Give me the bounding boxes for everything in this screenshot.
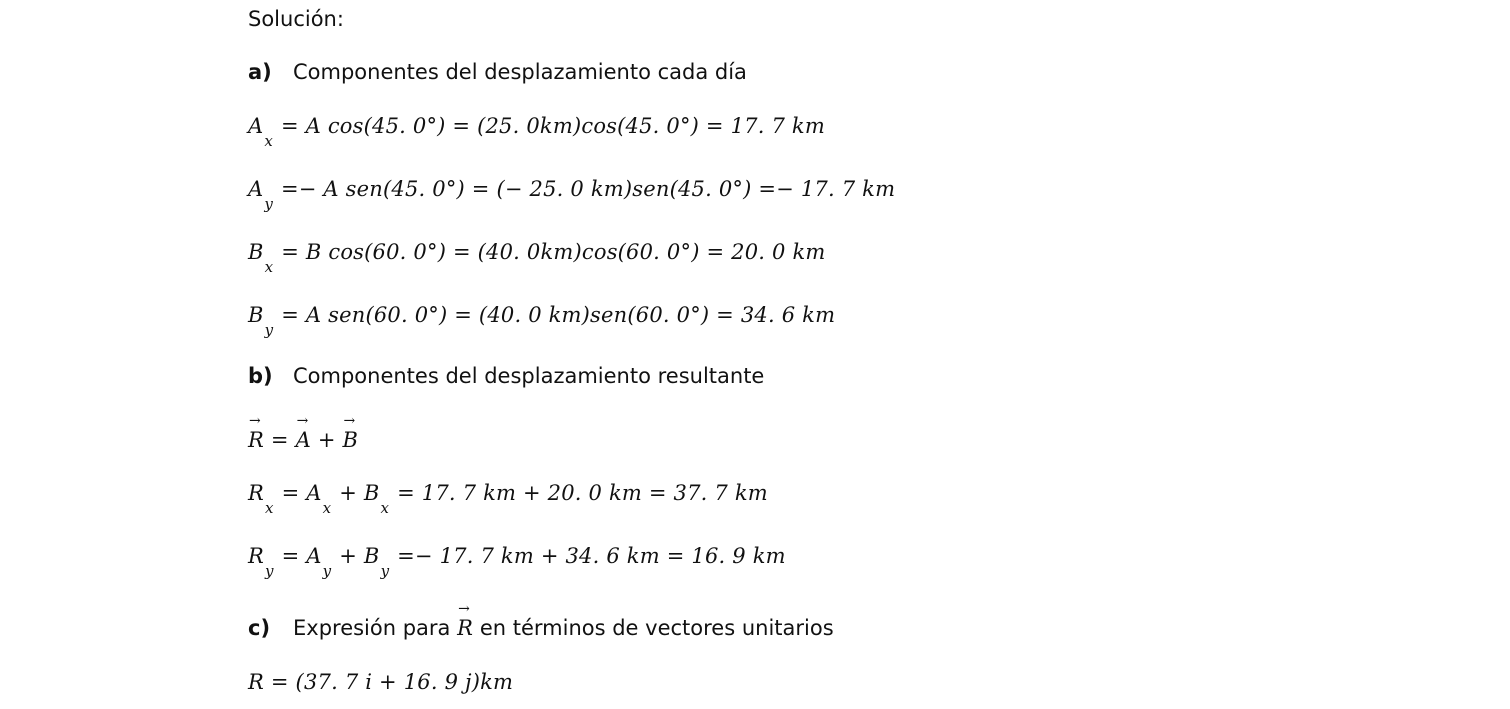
vector-r: → R [248,428,264,452]
eq-ry-rhs: =− 17. 7 km + 34. 6 km = 16. 9 km [397,544,786,568]
eq-rx-rhs: = 17. 7 km + 20. 0 km = 37. 7 km [397,481,768,505]
section-a-letter: a) [248,60,272,84]
eq-r-unit: R = (37. 7 i + 16. 9 j)km [248,670,514,694]
eq-rx-asub: x [322,499,332,517]
vector-a: → A [296,428,311,452]
eq-ry-b: B [363,544,380,568]
equation-ry [248,544,786,580]
eq-rx-r: R [248,481,265,505]
vector-b: → B [343,428,359,452]
eq-ay-var: A [248,177,264,201]
eq-bx-rhs: = B cos(60. 0°) = (40. 0km)cos(60. 0°) = 20. 0 km [281,240,826,264]
eq-rx-equals: = [281,481,300,505]
eq-ay-sub: y [264,195,274,213]
eq-by-sub: y [264,321,274,339]
equation-ay [248,177,896,213]
section-b-letter: b) [248,364,273,388]
eq-ax-rhs: = A cos(45. 0°) = (25. 0km)cos(45. 0°) = 17. 7 km [280,114,825,138]
document-body [248,0,1148,709]
eq-ry-a: A [306,544,322,568]
section-a-heading [248,60,747,84]
solution-label: Solución: [248,7,344,31]
eq-rx-a: A [306,481,322,505]
section-a-title: Componentes del desplazamiento cada día [293,60,747,84]
section-c-vector-r: → R [457,616,473,640]
eq-rx-plus: + [339,481,357,505]
equation-by [248,303,836,339]
vector-sum-plus: + [317,428,336,452]
eq-bx-var: B [248,240,264,264]
eq-rx-bsub: x [380,499,390,517]
eq-by-rhs: = A sen(60. 0°) = (40. 0 km)sen(60. 0°) = 34. 6 km [281,303,836,327]
eq-rx-b: B [363,481,380,505]
eq-ay-rhs: =− A sen(45. 0°) = (− 25. 0 km)sen(45. 0°) =− 17. 7 km [280,177,896,201]
eq-ry-r: R [248,544,265,568]
section-c-letter: c) [248,616,271,640]
section-b-title: Componentes del desplazamiento resultante [293,364,765,388]
eq-by-var: B [248,303,264,327]
eq-bx-sub: x [264,258,274,276]
eq-ax-var: A [248,114,264,138]
equation-rx [248,481,768,517]
section-b-heading [248,364,764,388]
equation-bx [248,240,826,276]
eq-ry-bsub: y [380,562,390,580]
section-c-title-post: en términos de vectores unitarios [479,616,834,640]
equation-ax [248,114,825,150]
section-c-title-pre: Expresión para [293,616,451,640]
vector-sum-equation [248,428,358,452]
eq-ax-sub: x [264,132,274,150]
eq-ry-equals: = [281,544,300,568]
eq-ry-asub: y [322,562,332,580]
eq-rx-rsub: x [265,499,274,517]
equation-r-unit-vectors [248,670,513,694]
section-c-heading [248,616,834,640]
eq-ry-rsub: y [265,562,274,580]
vector-sum-equals: = [270,428,289,452]
eq-ry-plus: + [339,544,358,568]
